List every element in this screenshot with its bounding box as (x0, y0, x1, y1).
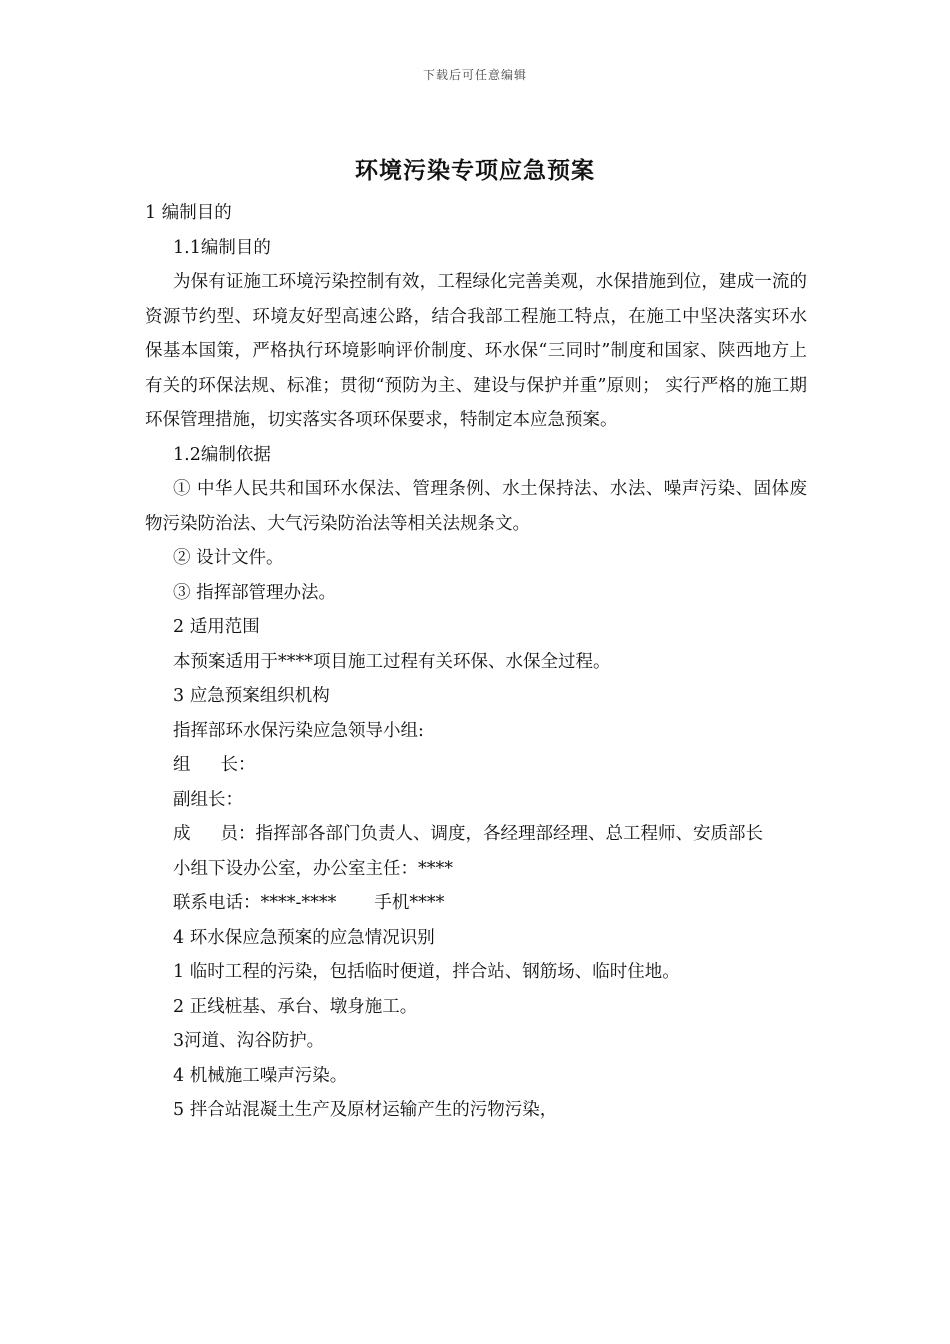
section-1-2-heading: 1.2编制依据 (173, 444, 271, 465)
section-3-intro: 指挥部环水保污染应急领导小组: (173, 720, 424, 741)
situation-item-2: 2 正线桩基、承台、墩身施工。 (173, 996, 418, 1017)
section-2-paragraph: 本预案适用于****项目施工过程有关环保、水保全过程。 (173, 651, 611, 672)
section-3-heading: 3 应急预案组织机构 (173, 686, 330, 706)
mobile-text: 手机**** (374, 893, 445, 913)
section-4-heading: 4 环水保应急预案的应急情况识别 (173, 927, 435, 948)
section-1-1-heading: 1.1编制目的 (173, 237, 271, 258)
leader-line (145, 748, 807, 783)
header-note: 下载后可任意编辑 (422, 68, 527, 82)
basis-item-3: ③ 指挥部管理办法。 (173, 582, 337, 603)
leader-label-part2: 长： (220, 755, 256, 775)
section-2-heading: 2 适用范围 (173, 617, 260, 637)
phone-line (145, 886, 807, 921)
section-1-heading: 1 编制目的 (145, 203, 232, 223)
document-title: 环境污染专项应急预案 (355, 157, 595, 184)
basis-item-2: ② 设计文件。 (173, 548, 284, 568)
situation-item-5: 5 拌合站混凝土生产及原材运输产生的污物污染， (173, 1100, 558, 1120)
situation-item-3: 3河道、沟谷防护。 (173, 1031, 325, 1051)
document-body (145, 196, 807, 1128)
leader-label-part1: 组 (173, 755, 191, 775)
basis-item-1: ① 中华人民共和国环水保法、管理条例、水土保持法、水法、噪声污染、固体废物污染防治法、大气污染防治法等相关法规条文。 (145, 479, 807, 534)
phone-text: 联系电话：****-**** (173, 893, 337, 913)
deputy-line: 副组长： (173, 789, 243, 810)
situation-item-1: 1 临时工程的污染，包括临时便道，拌合站、钢筋场、临时住地。 (173, 962, 680, 982)
office-line: 小组下设办公室，办公室主任：**** (173, 858, 453, 879)
section-1-1-paragraph: 为保有证施工环境污染控制有效，工程绿化完善美观，水保措施到位，建成一流的资源节约型、环境友好型高速公路，结合我部工程施工特点，在施工中坚决落实环水保基本国策，严格执行环境影响评价制度、环水保“三同时”制度和国家、陕西地方上有关的环保法规、标准；贯彻“预防为主、建设与保护并重”原则； 实行严格的施工期环保管理措施，切实落实各项环保要求，特制定本应急预案。 (145, 272, 807, 430)
situation-item-4: 4 机械施工噪声污染。 (173, 1065, 348, 1086)
members-text: 员：指挥部各部门负责人、调度，各经理部经理、总工程师、安质部长 (220, 824, 763, 844)
members-line (145, 817, 807, 852)
members-label-part1: 成 (173, 824, 191, 844)
